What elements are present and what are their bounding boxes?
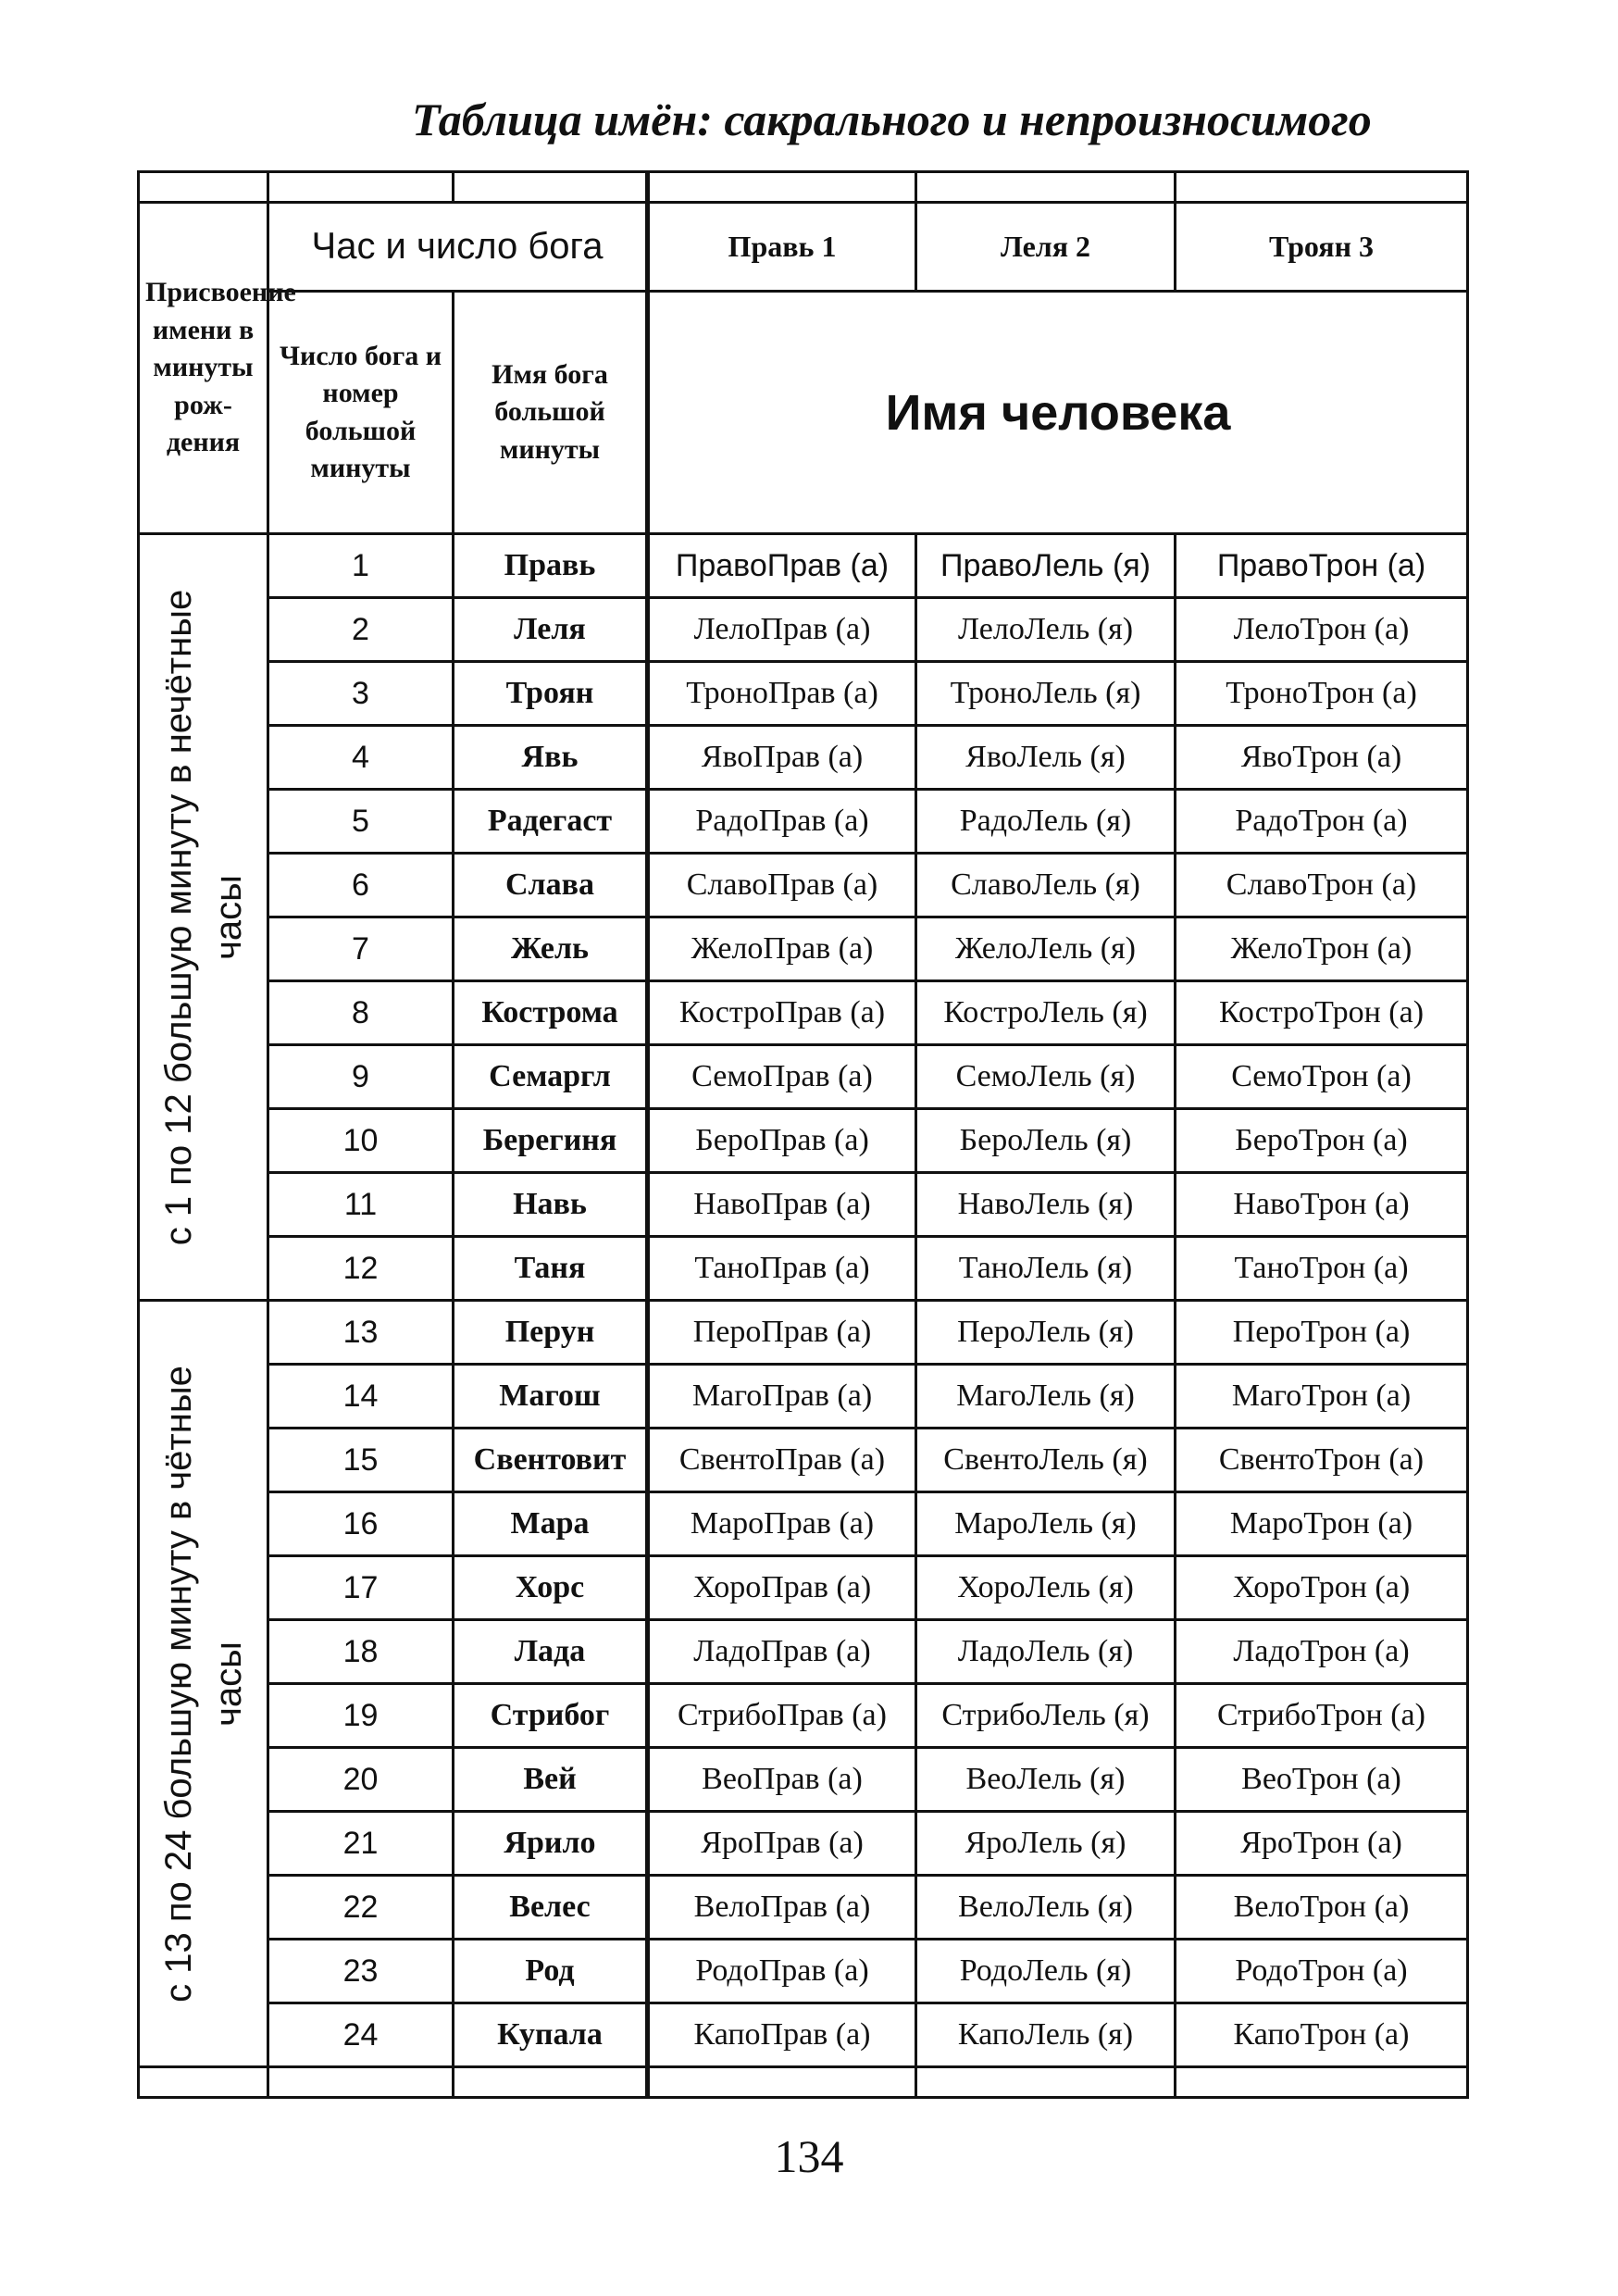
name-lelya-cell: СвентоЛель (я) bbox=[916, 1429, 1176, 1492]
god-name-cell: Таня bbox=[454, 1237, 648, 1301]
god-number-cell: 5 bbox=[268, 790, 454, 854]
god-number-cell: 15 bbox=[268, 1429, 454, 1492]
god-name-cell: Семаргл bbox=[454, 1045, 648, 1109]
spacer-cell bbox=[268, 2067, 454, 2098]
page-number: 134 bbox=[774, 2130, 844, 2182]
name-lelya-cell: МагоЛель (я) bbox=[916, 1365, 1176, 1429]
god-number-cell: 21 bbox=[268, 1812, 454, 1876]
name-lelya-cell: ЛелоЛель (я) bbox=[916, 598, 1176, 662]
table-row bbox=[139, 790, 1468, 854]
name-troyan-cell: ЯроТрон (а) bbox=[1176, 1812, 1468, 1876]
god-name-cell: Магош bbox=[454, 1365, 648, 1429]
god-name-header: Имя бога большой минуты bbox=[454, 292, 648, 534]
god-number-cell: 13 bbox=[268, 1301, 454, 1365]
god-name-cell: Купала bbox=[454, 2003, 648, 2067]
name-prav-cell: СтрибоПрав (а) bbox=[648, 1684, 916, 1748]
name-troyan-cell: НавоТрон (а) bbox=[1176, 1173, 1468, 1237]
god-name-cell: Стрибог bbox=[454, 1684, 648, 1748]
name-prav-cell: НавоПрав (а) bbox=[648, 1173, 916, 1237]
name-lelya-cell: СемоЛель (я) bbox=[916, 1045, 1176, 1109]
hour-number-header: Час и число бога bbox=[268, 203, 648, 292]
god-name-cell: Ярило bbox=[454, 1812, 648, 1876]
god-number-cell: 18 bbox=[268, 1620, 454, 1684]
god-name-cell: Перун bbox=[454, 1301, 648, 1365]
name-lelya-cell: ТроноЛель (я) bbox=[916, 662, 1176, 726]
table-row bbox=[139, 534, 1468, 598]
name-troyan-cell: ЛелоТрон (а) bbox=[1176, 598, 1468, 662]
god-number-cell: 23 bbox=[268, 1940, 454, 2003]
name-prav-cell: СемоПрав (а) bbox=[648, 1045, 916, 1109]
god-number-cell: 24 bbox=[268, 2003, 454, 2067]
table-row bbox=[139, 1109, 1468, 1173]
table-row bbox=[139, 854, 1468, 917]
col-header-troyan: Троян 3 bbox=[1176, 203, 1468, 292]
god-name-cell: Лада bbox=[454, 1620, 648, 1684]
spacer-cell bbox=[454, 2067, 648, 2098]
name-prav-cell: ХороПрав (а) bbox=[648, 1556, 916, 1620]
name-prav-cell: МагоПрав (а) bbox=[648, 1365, 916, 1429]
table-row bbox=[139, 1365, 1468, 1429]
god-number-cell: 9 bbox=[268, 1045, 454, 1109]
god-number-cell: 2 bbox=[268, 598, 454, 662]
spacer-cell bbox=[916, 2067, 1176, 2098]
god-number-cell: 10 bbox=[268, 1109, 454, 1173]
god-name-cell: Велес bbox=[454, 1876, 648, 1940]
god-number-cell: 20 bbox=[268, 1748, 454, 1812]
name-lelya-cell: ПероЛель (я) bbox=[916, 1301, 1176, 1365]
name-lelya-cell: КостроЛель (я) bbox=[916, 981, 1176, 1045]
spacer-cell bbox=[648, 172, 916, 203]
spacer-cell bbox=[916, 172, 1176, 203]
table-row bbox=[139, 662, 1468, 726]
table-row bbox=[139, 917, 1468, 981]
group-label: с 1 по 12 большую минуту в нечётные часы bbox=[157, 589, 249, 1245]
table-row bbox=[139, 1301, 1468, 1365]
name-lelya-cell: КапоЛель (я) bbox=[916, 2003, 1176, 2067]
name-troyan-cell: КапоТрон (а) bbox=[1176, 2003, 1468, 2067]
god-name-cell: Вей bbox=[454, 1748, 648, 1812]
spacer-cell bbox=[1176, 2067, 1468, 2098]
spacer-cell bbox=[139, 172, 268, 203]
spacer-cell bbox=[454, 172, 648, 203]
name-lelya-cell: СтрибоЛель (я) bbox=[916, 1684, 1176, 1748]
table-row bbox=[139, 1237, 1468, 1301]
god-number-cell: 11 bbox=[268, 1173, 454, 1237]
table-row bbox=[139, 1812, 1468, 1876]
name-lelya-cell: ВелоЛель (я) bbox=[916, 1876, 1176, 1940]
god-number-cell: 7 bbox=[268, 917, 454, 981]
name-troyan-cell: КостроТрон (а) bbox=[1176, 981, 1468, 1045]
name-lelya-cell: МароЛель (я) bbox=[916, 1492, 1176, 1556]
table-row bbox=[139, 1620, 1468, 1684]
name-lelya-cell: ЯроЛель (я) bbox=[916, 1812, 1176, 1876]
god-name-cell: Слава bbox=[454, 854, 648, 917]
god-number-cell: 4 bbox=[268, 726, 454, 790]
spacer-cell bbox=[648, 2067, 916, 2098]
god-name-cell: Берегиня bbox=[454, 1109, 648, 1173]
name-lelya-cell: ВеоЛель (я) bbox=[916, 1748, 1176, 1812]
names-table bbox=[137, 170, 1469, 2099]
name-prav-cell: МароПрав (а) bbox=[648, 1492, 916, 1556]
header-row-2 bbox=[139, 292, 1468, 534]
name-troyan-cell: ЛадоТрон (а) bbox=[1176, 1620, 1468, 1684]
name-prav-cell: СлавоПрав (а) bbox=[648, 854, 916, 917]
table-row bbox=[139, 981, 1468, 1045]
name-prav-cell: БероПрав (а) bbox=[648, 1109, 916, 1173]
name-troyan-cell: РодоТрон (а) bbox=[1176, 1940, 1468, 2003]
table-row bbox=[139, 1556, 1468, 1620]
god-number-cell: 6 bbox=[268, 854, 454, 917]
name-prav-cell: ПравоПрав (а) bbox=[648, 534, 916, 598]
name-lelya-cell: НавоЛель (я) bbox=[916, 1173, 1176, 1237]
name-prav-cell: РадоПрав (а) bbox=[648, 790, 916, 854]
table-row bbox=[139, 1429, 1468, 1492]
name-prav-cell: ЖелоПрав (а) bbox=[648, 917, 916, 981]
god-name-cell: Жель bbox=[454, 917, 648, 981]
name-prav-cell: РодоПрав (а) bbox=[648, 1940, 916, 2003]
god-number-cell: 22 bbox=[268, 1876, 454, 1940]
name-troyan-cell: СвентоТрон (а) bbox=[1176, 1429, 1468, 1492]
name-troyan-cell: СтрибоТрон (а) bbox=[1176, 1684, 1468, 1748]
name-troyan-cell: ЯвоТрон (а) bbox=[1176, 726, 1468, 790]
table-row bbox=[139, 598, 1468, 662]
name-lelya-cell: ЖелоЛель (я) bbox=[916, 917, 1176, 981]
table-row bbox=[139, 1940, 1468, 2003]
name-prav-cell: КостроПрав (а) bbox=[648, 981, 916, 1045]
name-troyan-cell: ПероТрон (а) bbox=[1176, 1301, 1468, 1365]
bottom-spacer-row bbox=[139, 2067, 1468, 2098]
name-troyan-cell: ЖелоТрон (а) bbox=[1176, 917, 1468, 981]
header-row-1 bbox=[139, 203, 1468, 292]
name-troyan-cell: ПравоТрон (а) bbox=[1176, 534, 1468, 598]
god-number-cell: 8 bbox=[268, 981, 454, 1045]
god-name-cell: Радегаст bbox=[454, 790, 648, 854]
god-name-cell: Кострома bbox=[454, 981, 648, 1045]
god-number-header: Число бога и номер большой минуты bbox=[268, 292, 454, 534]
table-row bbox=[139, 1876, 1468, 1940]
top-spacer-row bbox=[139, 172, 1468, 203]
god-number-cell: 17 bbox=[268, 1556, 454, 1620]
group-label-cell bbox=[139, 534, 268, 1301]
name-prav-cell: ТроноПрав (а) bbox=[648, 662, 916, 726]
god-name-cell: Род bbox=[454, 1940, 648, 2003]
assign-column-header: Присвоение имени в минуты рож-дения bbox=[139, 203, 268, 534]
name-prav-cell: ВеоПрав (а) bbox=[648, 1748, 916, 1812]
col-header-lelya: Леля 2 bbox=[916, 203, 1176, 292]
name-troyan-cell: БероТрон (а) bbox=[1176, 1109, 1468, 1173]
table-row bbox=[139, 2003, 1468, 2067]
table-row bbox=[139, 1748, 1468, 1812]
name-prav-cell: КапоПрав (а) bbox=[648, 2003, 916, 2067]
name-prav-cell: ЛадоПрав (а) bbox=[648, 1620, 916, 1684]
name-prav-cell: ТаноПрав (а) bbox=[648, 1237, 916, 1301]
name-lelya-cell: РадоЛель (я) bbox=[916, 790, 1176, 854]
name-troyan-cell: ХороТрон (а) bbox=[1176, 1556, 1468, 1620]
page-title: Таблица имён: сакрального и непроизносимого bbox=[412, 94, 1372, 145]
table-row bbox=[139, 1684, 1468, 1748]
table-row bbox=[139, 726, 1468, 790]
spacer-cell bbox=[139, 2067, 268, 2098]
god-number-cell: 14 bbox=[268, 1365, 454, 1429]
name-prav-cell: ПероПрав (а) bbox=[648, 1301, 916, 1365]
name-lelya-cell: ЛадоЛель (я) bbox=[916, 1620, 1176, 1684]
name-troyan-cell: МароТрон (а) bbox=[1176, 1492, 1468, 1556]
spacer-cell bbox=[268, 172, 454, 203]
name-lelya-cell: СлавоЛель (я) bbox=[916, 854, 1176, 917]
god-number-cell: 12 bbox=[268, 1237, 454, 1301]
name-prav-cell: СвентоПрав (а) bbox=[648, 1429, 916, 1492]
god-name-cell: Мара bbox=[454, 1492, 648, 1556]
name-lelya-cell: РодоЛель (я) bbox=[916, 1940, 1176, 2003]
god-number-cell: 16 bbox=[268, 1492, 454, 1556]
god-name-cell: Явь bbox=[454, 726, 648, 790]
col-header-prav: Правь 1 bbox=[648, 203, 916, 292]
name-prav-cell: ВелоПрав (а) bbox=[648, 1876, 916, 1940]
god-name-cell: Навь bbox=[454, 1173, 648, 1237]
god-number-cell: 19 bbox=[268, 1684, 454, 1748]
name-lelya-cell: БероЛель (я) bbox=[916, 1109, 1176, 1173]
table-row bbox=[139, 1173, 1468, 1237]
name-troyan-cell: РадоТрон (а) bbox=[1176, 790, 1468, 854]
name-troyan-cell: СемоТрон (а) bbox=[1176, 1045, 1468, 1109]
person-name-header: Имя человека bbox=[648, 292, 1468, 534]
god-name-cell: Свентовит bbox=[454, 1429, 648, 1492]
name-troyan-cell: ВелоТрон (а) bbox=[1176, 1876, 1468, 1940]
name-prav-cell: ЯроПрав (а) bbox=[648, 1812, 916, 1876]
group-label: с 13 по 24 большую минуту в чётные часы bbox=[157, 1365, 249, 2003]
name-troyan-cell: МагоТрон (а) bbox=[1176, 1365, 1468, 1429]
table-row bbox=[139, 1045, 1468, 1109]
name-troyan-cell: ТаноТрон (а) bbox=[1176, 1237, 1468, 1301]
god-name-cell: Леля bbox=[454, 598, 648, 662]
name-lelya-cell: ЯвоЛель (я) bbox=[916, 726, 1176, 790]
god-number-cell: 3 bbox=[268, 662, 454, 726]
god-name-cell: Правь bbox=[454, 534, 648, 598]
god-name-cell: Хорс bbox=[454, 1556, 648, 1620]
name-lelya-cell: ХороЛель (я) bbox=[916, 1556, 1176, 1620]
name-prav-cell: ЛелоПрав (а) bbox=[648, 598, 916, 662]
table-row bbox=[139, 1492, 1468, 1556]
god-number-cell: 1 bbox=[268, 534, 454, 598]
name-troyan-cell: ВеоТрон (а) bbox=[1176, 1748, 1468, 1812]
group-label-cell bbox=[139, 1301, 268, 2067]
name-troyan-cell: СлавоТрон (а) bbox=[1176, 854, 1468, 917]
spacer-cell bbox=[1176, 172, 1468, 203]
name-prav-cell: ЯвоПрав (а) bbox=[648, 726, 916, 790]
name-lelya-cell: ТаноЛель (я) bbox=[916, 1237, 1176, 1301]
name-troyan-cell: ТроноТрон (а) bbox=[1176, 662, 1468, 726]
god-name-cell: Троян bbox=[454, 662, 648, 726]
name-lelya-cell: ПравоЛель (я) bbox=[916, 534, 1176, 598]
